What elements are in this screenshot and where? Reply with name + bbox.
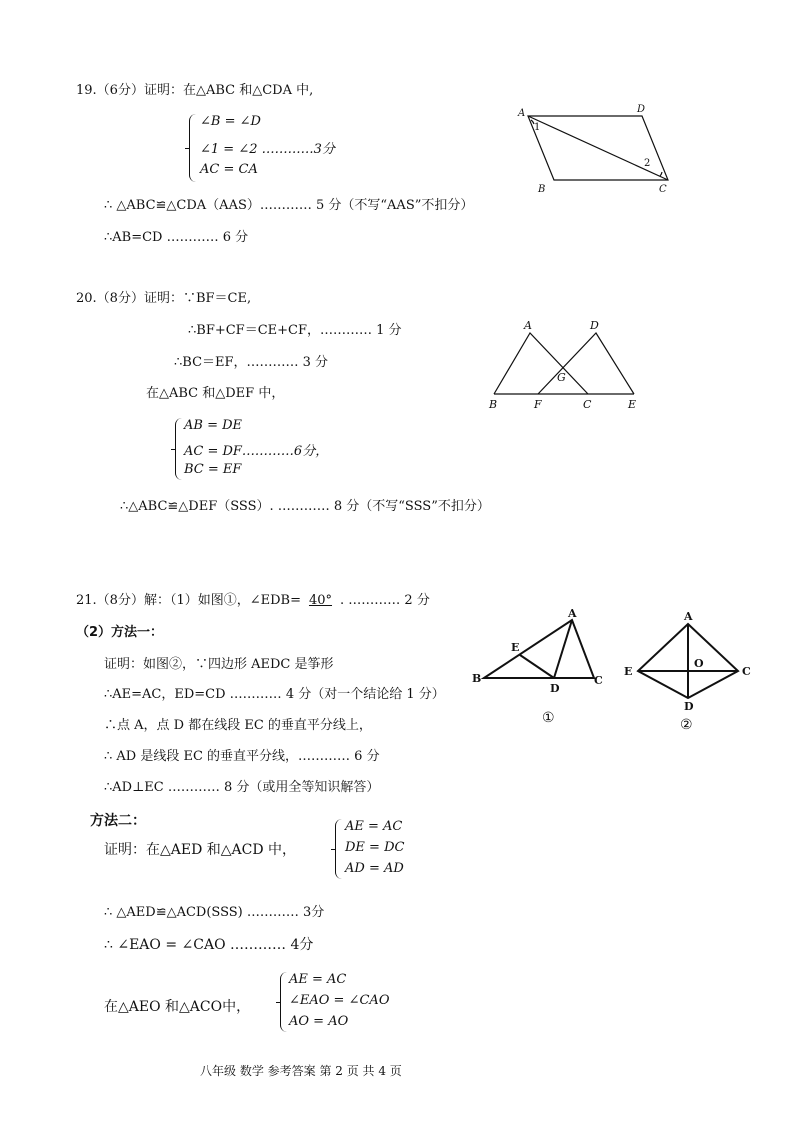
q21-m2-line1: 证明：在△AED 和△ACD 中， [104, 842, 297, 858]
q19-heading: 19.（6分）证明：在△ABC 和△CDA 中, [76, 83, 314, 98]
q21-figure-1 [468, 608, 608, 733]
q20-eq1: AB = DE [184, 418, 243, 433]
fig1-label-a: A [568, 608, 577, 620]
fig1-caption: ① [542, 710, 555, 726]
q21-method2-heading: 方法二： [90, 813, 146, 829]
q20-eq3: BC = EF [184, 462, 242, 477]
q19-label-2: 2 [644, 158, 651, 169]
q21-m1-line1: 证明：如图②，∵四边形 AEDC 是筝形 [104, 657, 334, 672]
q19-label-c: C [659, 184, 667, 195]
fig1-label-e: E [511, 641, 520, 654]
q21-brace2 [280, 972, 287, 1032]
q20-heading: 20.（8分）证明：∵BF＝CE, [76, 291, 252, 306]
q21-figure-2 [618, 608, 763, 733]
q20-triangles-figure [484, 315, 649, 415]
q20-label-b: B [489, 398, 498, 411]
q20-label-d: D [590, 319, 599, 332]
q21-m1-line4: ∴ AD 是线段 EC 的垂直平分线，………… 6 分 [104, 749, 380, 764]
q21-m1-line2: ∴AE=AC，ED=CD ………… 4 分（对一个结论给 1 分） [104, 687, 445, 702]
fig2-caption: ② [680, 717, 693, 733]
q21-heading-b: . ………… 2 分 [340, 593, 430, 608]
q20-line4: ∴△ABC≌△DEF（SSS）. ………… 8 分（不写“SSS”不扣分） [120, 499, 490, 514]
q21-s2-eq3: AO = AO [289, 1014, 349, 1029]
q19-line2: ∴AB=CD ………… 6 分 [104, 230, 249, 245]
q21-method1-heading: （2）方法一： [76, 625, 164, 640]
q19-line1: ∴ △ABC≌△CDA（AAS）………… 5 分（不写“AAS”不扣分） [104, 198, 474, 213]
q19-parallelogram-figure [510, 100, 680, 195]
q20-eq2: AC = DF…………6分， [184, 444, 329, 459]
q21-brace1 [335, 819, 342, 879]
q21-s2-eq2: ∠EAO = ∠CAO [289, 993, 390, 1008]
fig1-label-b: B [472, 672, 482, 685]
fig2-label-c: C [742, 665, 751, 678]
fig1-label-d: D [550, 682, 560, 695]
q21-s1-eq1: AE = AC [345, 819, 403, 834]
q20-line2: ∴BC＝EF，………… 3 分 [174, 355, 329, 370]
q21-m1-line3: ∴点 A，点 D 都在线段 EC 的垂直平分线上， [104, 718, 372, 733]
fig2-label-o: O [694, 657, 704, 670]
q21-heading-a: 21.（8分）解：（1）如图①，∠EDB= [76, 593, 301, 608]
q20-label-e: E [628, 398, 637, 411]
q21-m1-line5: ∴AD⊥EC ………… 8 分（或用全等知识解答） [104, 780, 380, 795]
q19-label-1: 1 [534, 122, 541, 133]
fig2-label-d: D [684, 700, 694, 713]
page-footer: 八年级 数学 参考答案 第 2 页 共 4 页 [200, 1064, 402, 1078]
q19-eq3: AC = CA [200, 162, 258, 177]
q20-label-c: C [583, 398, 592, 411]
q19-eq1: ∠B = ∠D [200, 114, 261, 129]
q21-m2-line4: 在△AEO 和△ACO中， [104, 999, 251, 1015]
fig2-label-a: A [684, 610, 693, 623]
q21-s2-eq1: AE = AC [289, 972, 347, 987]
q19-label-d: D [637, 104, 646, 115]
q21-heading [76, 592, 430, 610]
q21-s1-eq3: AD = AD [345, 861, 404, 876]
fig2-label-e: E [624, 665, 633, 678]
q21-answer: 40° [308, 593, 333, 608]
q21-s1-eq2: DE = DC [345, 840, 405, 855]
q19-brace [189, 114, 196, 182]
q20-brace [175, 418, 182, 480]
q20-line1: ∴BF+CF＝CE+CF，………… 1 分 [188, 323, 402, 338]
q19-eq2: ∠1 = ∠2 …………3分 [200, 142, 335, 157]
q21-m2-line3: ∴ ∠EAO = ∠CAO ………… 4分 [104, 937, 314, 953]
q20-label-f: F [534, 398, 542, 411]
q20-label-a: A [524, 319, 532, 332]
fig1-label-c: C [594, 674, 603, 687]
q19-label-a: A [518, 108, 526, 119]
q19-label-b: B [538, 184, 546, 195]
q20-label-g: G [557, 371, 566, 384]
q21-m2-line2: ∴ △AED≌△ACD(SSS) ………… 3分 [104, 905, 325, 920]
q20-line3: 在△ABC 和△DEF 中， [146, 386, 285, 401]
